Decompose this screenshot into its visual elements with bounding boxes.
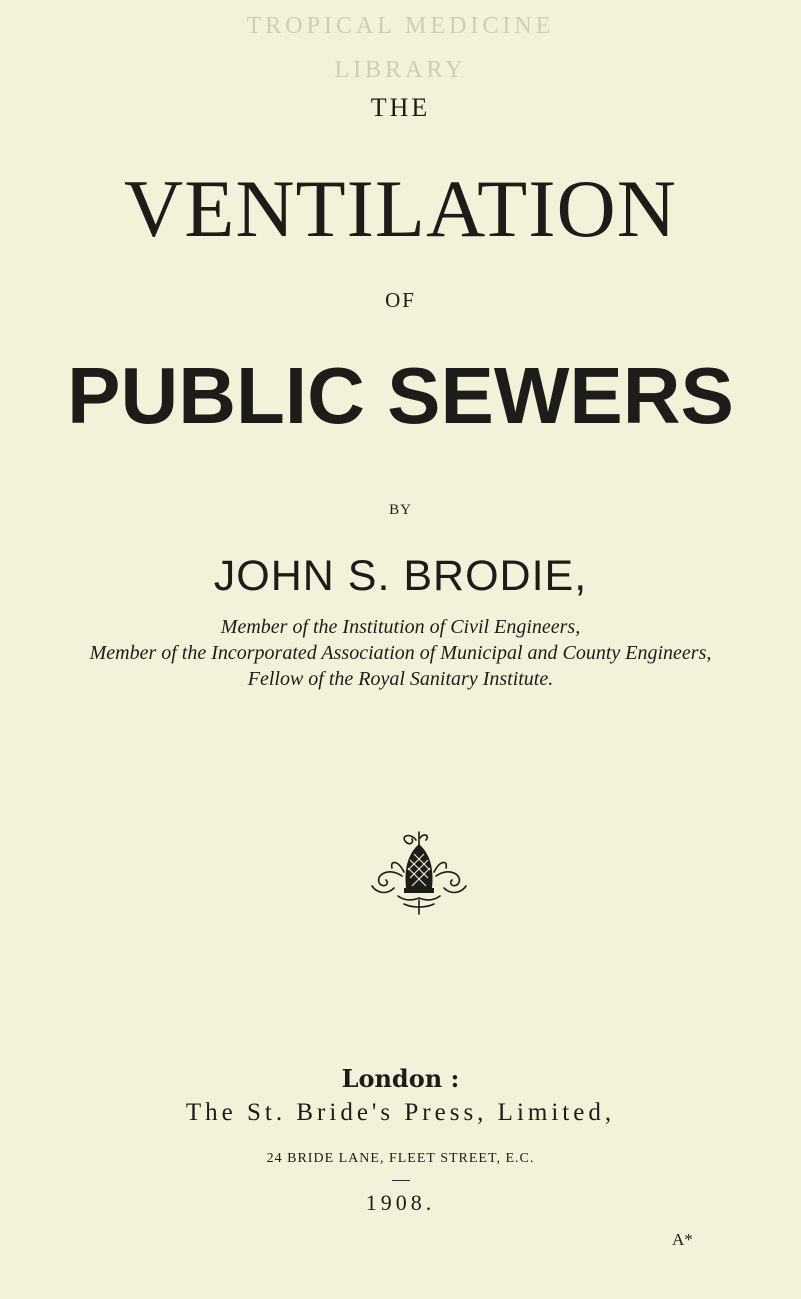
divider: [392, 1180, 410, 1181]
author-credential: Member of the Institution of Civil Engineers,: [220, 616, 581, 638]
library-stamp-line1: TROPICAL MEDICINE: [246, 13, 555, 39]
printers-ornament-icon: [364, 830, 474, 916]
byline-label: BY: [389, 502, 412, 518]
title-of: OF: [385, 288, 416, 312]
author-credential: Fellow of the Royal Sanitary Institute.: [247, 668, 554, 690]
title-line-2: PUBLIC SEWERS: [67, 351, 734, 440]
library-stamp-line2: LIBRARY: [334, 57, 467, 83]
printers-signature-mark: A*: [672, 1230, 693, 1249]
author-name: JOHN S. BRODIE,: [213, 552, 588, 600]
publication-year: 1908.: [365, 1190, 436, 1215]
imprint-city: London :: [341, 1064, 460, 1093]
publisher-address: 24 BRIDE LANE, FLEET STREET, E.C.: [266, 1151, 535, 1166]
author-credential: Member of the Incorporated Association of Municipal and County Engineers,: [89, 642, 712, 664]
title-the: THE: [370, 93, 431, 122]
title-line-1: VENTILATION: [124, 163, 677, 254]
publisher-name: The St. Bride's Press, Limited,: [185, 1099, 616, 1126]
